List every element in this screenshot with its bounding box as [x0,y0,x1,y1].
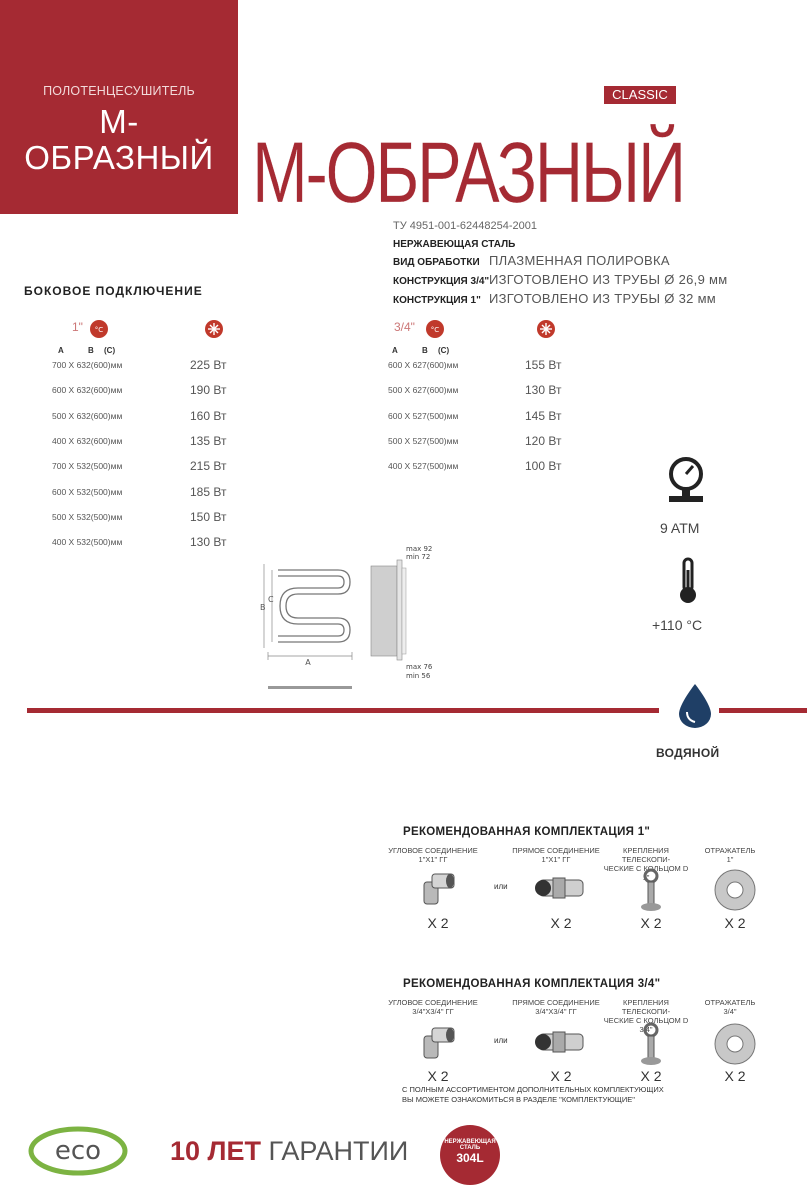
table-row-power: 130 Вт [190,535,227,550]
temperature-water-icon [88,318,110,340]
kit-caption-line1: ПРЯМОЕ СОЕДИНЕНИЕ [512,998,600,1007]
svg-text:°C: °C [430,326,440,334]
dim-max92: max 92 [406,545,433,553]
table1-col-a: A [58,346,64,355]
kit-caption-line2: 3/4" [723,1007,737,1016]
reflector-icon [713,1022,757,1071]
kit-item-quantity: Х 2 [550,915,572,931]
divider-right [719,708,807,713]
steel-badge [440,1125,500,1185]
technical-drawing [238,540,438,700]
table2-size: 3/4" [394,320,415,334]
eco-logo [28,1126,128,1176]
kit-caption-line1: КРЕПЛЕНИЯ ТЕЛЕСКОПИ- [621,998,671,1016]
kit-item-caption [388,998,478,1016]
table-row-power: 150 Вт [190,509,227,524]
kit-caption-line1: УГЛОВОЕ СОЕДИНЕНИЕ [388,998,478,1007]
guarantee-word: ГАРАНТИИ [268,1136,409,1166]
table-row-power: 190 Вт [190,383,227,398]
kit1-title: РЕКОМЕНДОВАННАЯ КОМПЛЕКТАЦИЯ 1" [403,826,651,838]
kit-caption-line1: ОТРАЖАТЕЛЬ [704,998,756,1007]
kit-item-caption [388,846,478,864]
kit-item-caption [511,998,601,1016]
kit-caption-line2: 3/4"Х3/4" ГГ [535,1007,577,1016]
table-row-dimension: 600 Х 627(600)мм [388,360,459,370]
construction-1-value: ИЗГОТОВЛЕНО ИЗ ТРУБЫ Ø 32 мм [489,291,717,306]
kit-caption-line1: КРЕПЛЕНИЯ ТЕЛЕСКОПИ- [621,846,671,864]
svg-text:°C: °C [94,326,104,334]
table-row-dimension: 500 Х 527(500)мм [388,435,459,446]
dim-min72: min 72 [406,553,431,561]
product-name-block [0,104,238,176]
eco-text: eco [54,1136,102,1166]
dim-min56: min 56 [406,672,431,680]
kit2-title: РЕКОМЕНДОВАННАЯ КОМПЛЕКТАЦИЯ 3/4" [403,978,661,990]
table2-col-b: B [422,346,428,355]
table-row-dimension: 700 Х 632(600)мм [52,360,123,370]
table-row-power: 225 Вт [190,358,227,372]
dim-label-b: B [260,603,266,612]
product-category: ПОЛОТЕНЦЕСУШИТЕЛЬ [43,84,195,98]
treatment-value: ПЛАЗМЕННАЯ ПОЛИРОВКА [489,253,670,268]
temperature-value: +110 °С [652,617,703,633]
kit-or-label: или [494,1036,508,1045]
product-name-line1: М- [99,103,139,140]
construction-34-label: КОНСТРУКЦИЯ 3/4" [393,276,490,287]
kit-caption-line2: 1" [726,855,734,864]
table-row-dimension: 600 Х 532(500)мм [52,486,123,497]
steel-line2: СТАЛЬ [459,1145,481,1151]
kit-item-quantity: Х 2 [640,915,662,931]
kit-item-quantity: Х 2 [427,915,449,931]
kit-caption-line1: ОТРАЖАТЕЛЬ [704,846,756,855]
guarantee-years: 10 ЛЕТ [170,1136,261,1166]
water-drop-icon [670,680,720,730]
tu-code: ТУ 4951-001-62448254-2001 [393,220,537,232]
kit-item-caption [511,846,601,864]
corner-fitting-icon [418,1022,458,1067]
table-row-power: 100 Вт [525,459,562,474]
kit-item-caption [685,846,775,864]
thermometer-icon [676,556,700,606]
kit-caption-line2: 1"Х1" ГГ [418,855,448,864]
telescopic-mount-icon [636,868,666,917]
table1-size: 1" [72,320,83,334]
table-row-dimension: 600 Х 527(500)мм [388,410,459,421]
note-line2: ВЫ МОЖЕТЕ ОЗНАКОМИТЬСЯ В РАЗДЕЛЕ "КОМПЛЕКТУЮЩИЕ" [402,1095,635,1104]
heat-output-icon [203,318,225,340]
classic-badge: CLASSIC [604,86,676,104]
corner-fitting-icon [418,868,458,913]
product-name-line2: ОБРАЗНЫЙ [24,139,214,176]
kit-caption-line2: ЧЕСКИЕ С КОЛЬЦОМ D 3/4" [603,1016,689,1034]
dim-max76: max 76 [406,663,433,671]
table-row-power: 130 Вт [525,383,562,398]
table-row-dimension: 400 Х 532(500)мм [52,537,123,548]
table-row-dimension: 500 Х 532(500)мм [52,511,123,522]
table-row-dimension: 400 Х 527(500)мм [388,461,459,472]
treatment-label: ВИД ОБРАБОТКИ [393,257,480,268]
table2-col-c: (C) [438,346,450,355]
dim-label-a: A [305,658,311,667]
kit-item-quantity: Х 2 [724,1068,746,1084]
reflector-icon [713,868,757,917]
construction-34-value: ИЗГОТОВЛЕНО ИЗ ТРУБЫ Ø 26,9 мм [489,272,728,287]
table-row-dimension: 700 Х 532(500)мм [52,461,123,472]
temperature-water-icon [424,318,446,340]
steel-grade: 304L [456,1151,484,1165]
table-row-power: 120 Вт [525,433,562,448]
steel-line1: НЕРЖАВЕЮЩАЯ [444,1139,496,1145]
table-row-power: 145 Вт [525,408,562,423]
pressure-gauge-icon [666,456,706,508]
heat-output-icon [535,318,557,340]
kit-caption-line2: ЧЕСКИЕ С КОЛЬЦОМ D 1" [603,864,689,882]
kit-caption-line1: УГЛОВОЕ СОЕДИНЕНИЕ [388,846,478,855]
table-row-power: 185 Вт [190,484,227,499]
straight-fitting-icon [531,1022,591,1067]
kit-caption-line1: ПРЯМОЕ СОЕДИНЕНИЕ [512,846,600,855]
table-row-dimension: 500 Х 632(600)мм [52,410,123,421]
pressure-value: 9 ATM [660,520,700,536]
table1-col-c: (C) [104,346,116,355]
telescopic-mount-icon [636,1022,666,1071]
table-row-dimension: 600 Х 632(600)мм [52,385,123,396]
table-row-power: 155 Вт [525,358,562,372]
kit-caption-line2: 1"Х1" ГГ [541,855,571,864]
side-connection-title: БОКОВОЕ ПОДКЛЮЧЕНИЕ [24,284,203,298]
straight-fitting-icon [531,868,591,913]
kit-item-quantity: Х 2 [640,1068,662,1084]
table-row-power: 215 Вт [190,459,227,474]
kit-item-caption [685,998,775,1016]
kit-item-quantity: Х 2 [724,915,746,931]
table-row-dimension: 400 Х 632(600)мм [52,435,123,446]
dim-label-c: C [268,595,274,604]
table-row-power: 160 Вт [190,408,227,423]
table-row-dimension: 500 Х 627(600)мм [388,385,459,396]
kit-item-quantity: Х 2 [550,1068,572,1084]
accessories-note [402,1085,664,1105]
kit-caption-line2: 3/4"Х3/4" ГГ [412,1007,454,1016]
kit-or-label: или [494,882,508,891]
big-title: М-ОБРАЗНЫЙ [252,125,684,221]
construction-1-label: КОНСТРУКЦИЯ 1" [393,295,481,306]
material: НЕРЖАВЕЮЩАЯ СТАЛЬ [393,239,516,250]
table2-col-a: A [392,346,398,355]
table-row-power: 135 Вт [190,433,227,448]
note-line1: С ПОЛНЫМ АССОРТИМЕНТОМ ДОПОЛНИТЕЛЬНЫХ КОМПЛЕКТУЮЩИХ [402,1085,664,1094]
divider-left [27,708,659,713]
kit-item-quantity: Х 2 [427,1068,449,1084]
table1-col-b: B [88,346,94,355]
heater-type: ВОДЯНОЙ [656,746,720,760]
guarantee [170,1136,408,1167]
